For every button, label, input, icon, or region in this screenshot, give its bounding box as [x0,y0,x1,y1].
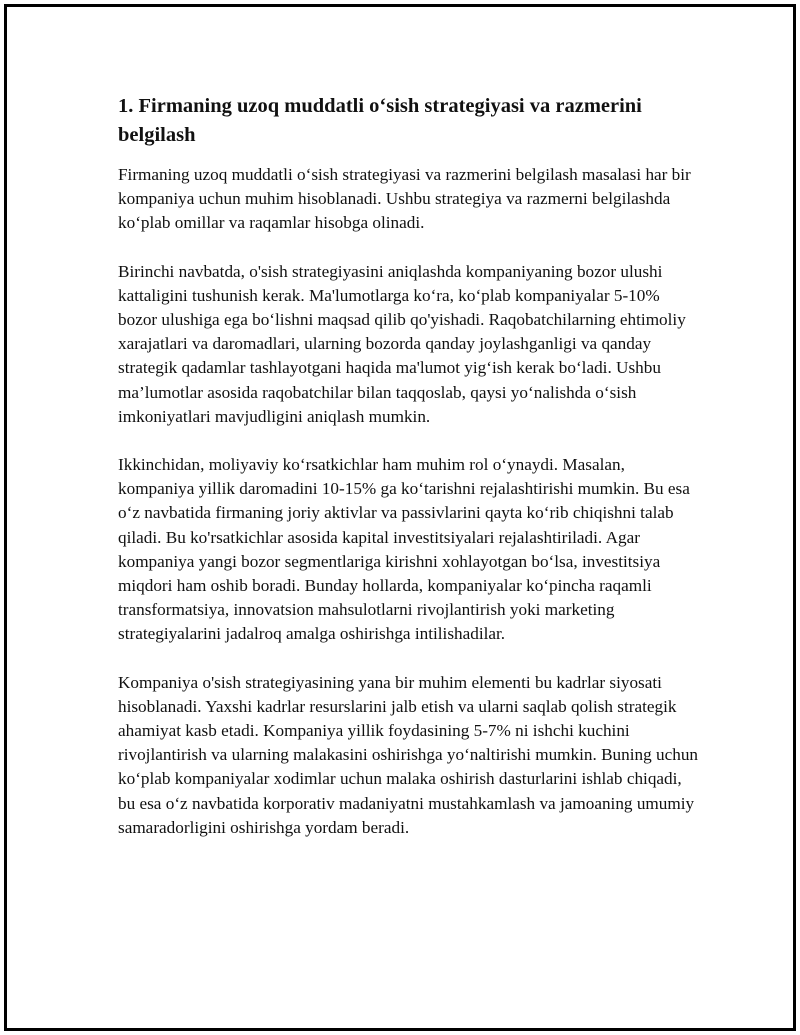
paragraph-market-share: Birinchi navbatda, o'sish strategiyasini aniqlashda kompaniyaning bozor ulushi kattaligini tushunish kerak. Ma'lumotlarga ko‘ra, ko‘plab kompaniyalar 5-10% bozor ulushiga ega bo‘lishni maqsad qilib qo'yishadi. Raqobatchilarning ehtimoliy xarajatlari va daromadlari, ularning bozorda qanday joylashganligi va qanday strategik qadamlar tashlayotgani haqida ma'lumot yig‘ish kerak bo‘ladi. Ushbu ma’lumotlar asosida raqobatchilar bilan taqqoslab, qaysi yo‘nalishda o‘sish imkoniyatlari mavjudligini aniqlash mumkin. [118,261,686,426]
document-body [118,92,698,864]
paragraph-financial-indicators: Ikkinchidan, moliyaviy ko‘rsatkichlar ham muhim rol o‘ynaydi. Masalan, kompaniya yillik daromadini 10-15% ga ko‘tarishni rejalashtirishi mumkin. Bu esa o‘z navbatida firmaning joriy aktivlar va passivlarini qayta ko‘rib chiqishni talab qiladi. Bu ko'rsatkichlar asosida kapital investitsiyalari rejalashtiriladi. Agar kompaniya yangi bozor segmentlariga kirishni xohlayotgan bo‘lsa, investitsiya miqdori ham oshib boradi. Bunday hollarda, kompaniyalar ko‘pincha raqamli transformatsiya, innovatsion mahsulotlarni rivojlantirish yoki marketing strategiyalarini jadalroq amalga oshirishga intilishadilar. [118,455,690,644]
paragraph-personnel-policy: Kompaniya o'sish strategiyasining yana bir muhim elementi bu kadrlar siyosati hisoblanadi. Yaxshi kadrlar resurslarini jalb etish va ularni saqlab qolish strategik ahamiyat kasb etadi. Kompaniya yillik foydasining 5-7% ni ishchi kuchini rivojlantirish va ularning malakasini oshirishga yo‘naltirishi mumkin. Buning uchun ko‘plab kompaniyalar xodimlar uchun malaka oshirish dasturlarini ishlab chiqadi, bu esa o‘z navbatida korporativ madaniyatni mustahkamlash va jamoaning umumiy samaradorligini oshirishga yordam beradi. [118,672,699,837]
paragraph-intro: Firmaning uzoq muddatli o‘sish strategiyasi va razmerini belgilash masalasi har bir kompaniya uchun muhim hisoblanadi. Ushbu strategiya va razmerni belgilashda ko‘plab omillar va raqamlar hisobga olinadi. [118,165,691,233]
section-heading: 1. Firmaning uzoq muddatli o‘sish strategiyasi va razmerini belgilash [118,95,642,146]
